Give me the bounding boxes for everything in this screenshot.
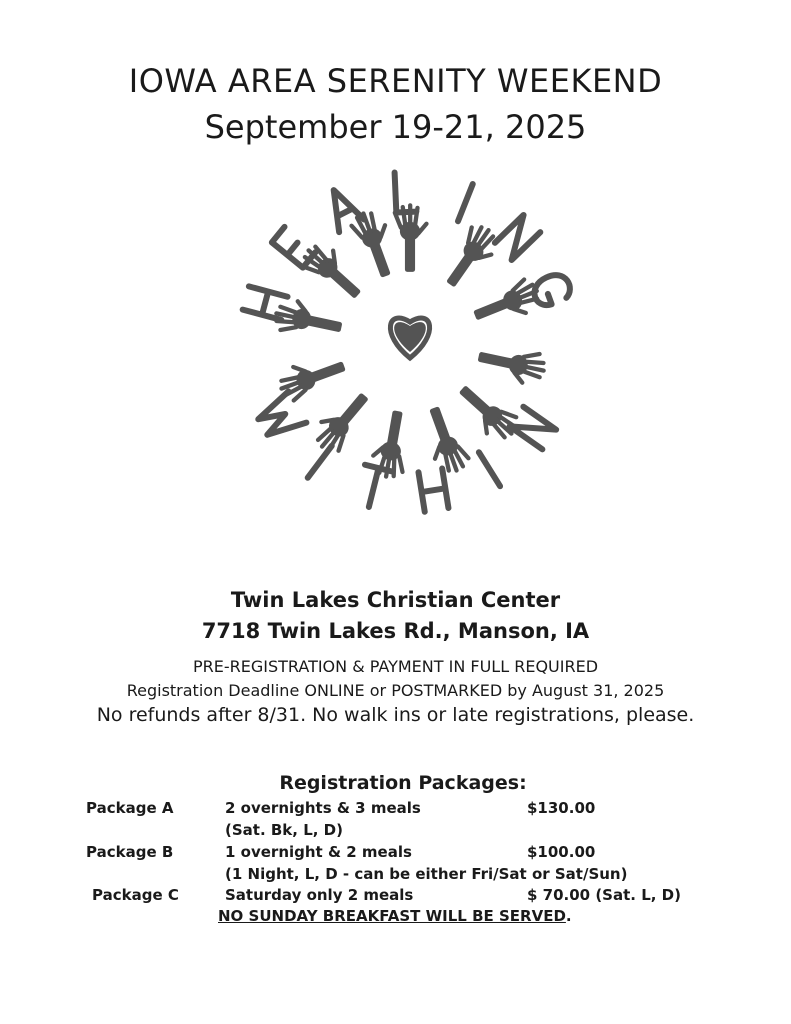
package-a-name: Package A (86, 799, 174, 817)
package-b-desc: 1 overnight & 2 meals (225, 843, 412, 861)
no-breakfast-note (218, 907, 572, 925)
hand-icon (436, 218, 506, 296)
event-title: IOWA AREA SERENITY WEEKEND (128, 62, 663, 100)
healing-within-logo (230, 168, 590, 538)
package-a-desc: 2 overnights & 3 meals (225, 799, 421, 817)
logo-letter (510, 407, 557, 450)
logo-letter (530, 271, 573, 309)
no-breakfast-punct: . (565, 907, 572, 925)
hand-icon (295, 235, 371, 309)
logo-letter (458, 184, 473, 221)
refund-notice: No refunds after 8/31. No walk ins or late registrations, please. (96, 704, 695, 726)
logo-letter (308, 446, 332, 478)
logo-word-within (254, 391, 556, 511)
venue-address: 7718 Twin Lakes Rd., Manson, IA (201, 619, 590, 643)
package-b-price: $100.00 (527, 843, 596, 861)
logo-letter (321, 184, 364, 232)
logo-letter (272, 227, 316, 268)
logo-letter (355, 465, 392, 511)
event-dates: September 19-21, 2025 (204, 108, 587, 146)
package-a-detail: (Sat. Bk, L, D) (225, 821, 343, 839)
hand-icon (416, 402, 475, 479)
no-breakfast-text: NO SUNDAY BREAKFAST WILL BE SERVED (218, 907, 566, 925)
package-c-name: Package C (92, 886, 179, 904)
logo-letter (479, 452, 500, 486)
packages-heading: Registration Packages: (279, 772, 527, 794)
prereg-notice: PRE-REGISTRATION & PAYMENT IN FULL REQUIRED (192, 657, 599, 676)
deadline-notice: Registration Deadline ONLINE or POSTMARKED by August 31, 2025 (126, 681, 665, 700)
package-c-desc: Saturday only 2 meals (225, 886, 414, 904)
logo-letter (495, 215, 540, 260)
package-b-name: Package B (86, 843, 174, 861)
logo-letter (254, 391, 307, 442)
package-c-price: $ 70.00 (Sat. L, D) (527, 886, 681, 904)
hand-icon (475, 339, 550, 390)
hand-icon (449, 376, 525, 450)
package-a-price: $130.00 (527, 799, 596, 817)
hand-icon (468, 273, 546, 333)
venue-name: Twin Lakes Christian Center (230, 588, 561, 612)
logo-letter (418, 469, 448, 512)
hand-icon (306, 383, 379, 460)
package-b-detail: (1 Night, L, D - can be either Fri/Sat or Sat/Sun) (225, 865, 628, 883)
logo-letter (395, 172, 417, 213)
